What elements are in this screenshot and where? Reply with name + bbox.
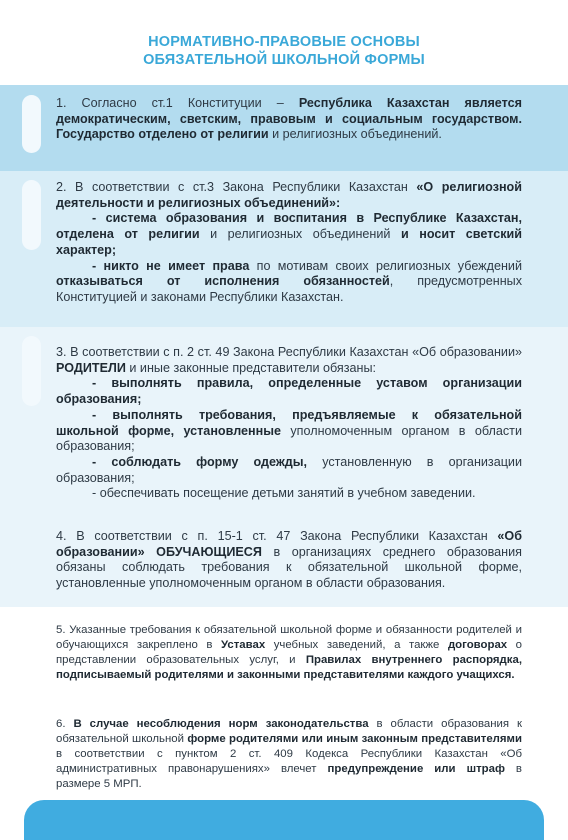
paragraph-1: 1. Согласно ст.1 Конституции – Республика Казахстан является демократическим, светским, правовым и социальным государством. Государство отделено от религии и религиозных объединений.: [56, 96, 522, 142]
title-line-2: ОБЯЗАТЕЛЬНОЙ ШКОЛЬНОЙ ФОРМЫ: [143, 52, 425, 68]
title-line-1: НОРМАТИВНО-ПРАВОВЫЕ ОСНОВЫ: [148, 34, 420, 50]
paragraph-5: 5. Указанные требования к обязательной школьной форме и обязанности родителей и обучающихся закреплено в Уставах учебных заведений, а также договорах о представлении образовательных услуг, и Правилах внутреннего распорядка, подписываемый родителями и законными представителями каждого учащихся.: [56, 624, 523, 681]
section-tab-3: [22, 336, 41, 406]
paragraph-3-intro: 3. В соответствии с п. 2 ст. 49 Закона Республики Казахстан «Об образовании» РОДИТЕЛИ и иные законные представители обязаны:: [56, 345, 522, 375]
page-title: [0, 33, 568, 69]
section-tab-1: [22, 95, 41, 153]
paragraph-6: 6. В случае несоблюдения норм законодательства в области образования к обязательной школьной форме родителями или иным законным представителями в соответствии с пунктом 2 ст. 409 Кодекса Республики Казахстан «Об административных правонарушениях» влечет предупреждение или штраф в размере 5 МРП.: [56, 718, 522, 790]
paragraph-2-item-1: - система образования и воспитания в Республике Казахстан, отделена от религии и религиозных объединений и носит светский характер;: [56, 211, 522, 257]
paragraph-3: [56, 345, 522, 502]
paragraph-3-item-3: - соблюдать форму одежды, установленную в организации образования;: [56, 454, 522, 485]
paragraph-4: 4. В соответствии с п. 15-1 ст. 47 Закона Республики Казахстан «Об образовании» ОБУЧАЮЩИЕСЯ в организациях среднего образования обязаны соблюдать требования к обязательной школьной форме, установленные уполномоченным органом в области образования.: [56, 529, 522, 591]
paragraph-3-item-2: - выполнять требования, предъявляемые к обязательной школьной форме, установленные уполномоченным органом в области образования;: [56, 407, 522, 454]
paragraph-3-item-1: - выполнять правила, определенные уставом организации образования;: [56, 376, 522, 407]
paragraph-2-item-2: - никто не имеет права по мотивам своих религиозных убеждений отказываться от исполнения обязанностей, предусмотренных Конституцией и законами Республики Казахстан.: [56, 258, 522, 304]
paragraph-2-intro: 2. В соответствии с ст.3 Закона Республики Казахстан «О религиозной деятельности и религиозных объединений»:: [56, 180, 522, 210]
paragraph-3-item-4: - обеспечивать посещение детьми занятий в учебном заведении.: [92, 486, 476, 501]
section-tab-2: [22, 180, 41, 250]
bottom-decorative-bar: [24, 800, 544, 840]
paragraph-2: [56, 180, 522, 306]
